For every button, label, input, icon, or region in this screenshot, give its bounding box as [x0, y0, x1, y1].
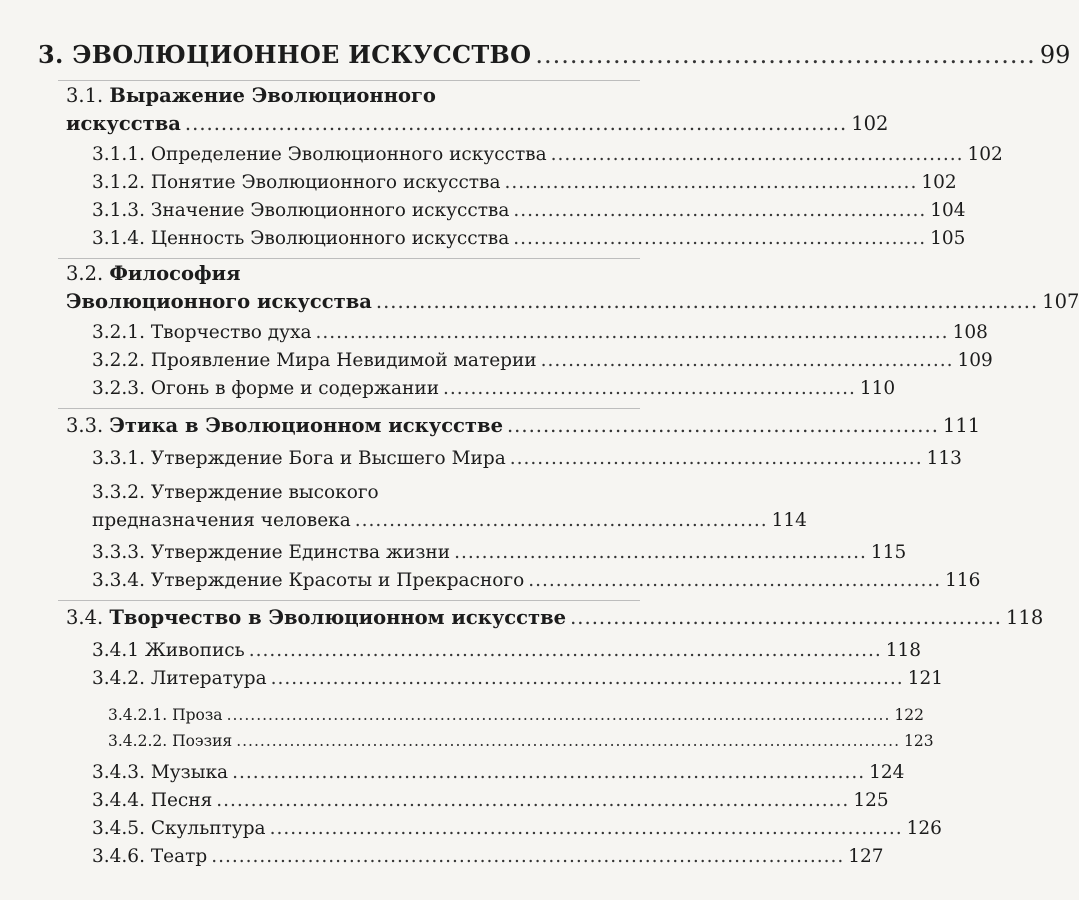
dot-leader: ............................................................	[504, 172, 918, 193]
toc-entry-3-4[interactable]	[66, 606, 1044, 629]
page-number: 125	[853, 790, 889, 811]
page-number: 109	[957, 350, 993, 371]
dot-leader: ............................................................................................	[211, 846, 845, 867]
entry-label: 3.1.3. Значение Эволюционного искусства	[92, 200, 510, 221]
toc-entry-3-3-4[interactable]	[92, 570, 981, 591]
entry-label: 3.2.3. Огонь в форме и содержании	[92, 378, 440, 399]
dot-leader: ............................................................	[509, 448, 923, 469]
dot-leader: ............................................................................................	[184, 112, 848, 135]
section-number: 3.3.	[66, 414, 104, 437]
toc-entry-3-3[interactable]	[66, 414, 981, 437]
page-number: 122	[894, 706, 924, 724]
toc-entry-3-4-2[interactable]	[92, 668, 943, 689]
page-number: 127	[848, 846, 884, 867]
dot-leader: ............................................................	[354, 510, 768, 531]
entry-label: 3.4.2.1. Проза	[108, 706, 223, 724]
dot-leader: ............................................................................................	[248, 640, 882, 661]
entry-label: 3.1.1. Определение Эволюционного искусства	[92, 144, 547, 165]
entry-label: 3.2.1. Творчество духа	[92, 322, 312, 343]
page-number: 107	[1042, 290, 1079, 313]
dot-leader: ............................................................	[540, 350, 954, 371]
toc-entry-3-2[interactable]	[66, 290, 1079, 313]
section-title: Выражение Эволюционного	[109, 84, 436, 107]
entry-label: 3.3.3. Утверждение Единства жизни	[92, 542, 451, 563]
page-number: 115	[870, 542, 907, 563]
page-number: 126	[906, 818, 942, 839]
toc-entry-3-4-4[interactable]	[92, 790, 889, 811]
dot-leader: ............................................................	[513, 200, 927, 221]
dot-leader: ............................................................................................	[269, 818, 903, 839]
entry-label: 3.2.2. Проявление Мира Невидимой материи	[92, 350, 537, 371]
divider	[58, 600, 640, 601]
toc-entry-3-1-4[interactable]	[92, 228, 966, 249]
page-number: 102	[967, 144, 1003, 165]
toc-entry-3-3-2[interactable]	[92, 510, 807, 531]
toc-entry-3-4-3[interactable]	[92, 762, 905, 783]
toc-entry-3-3-3[interactable]	[92, 542, 907, 563]
entry-label: 3.4.5. Скульптура	[92, 818, 266, 839]
entry-label: 3.4.2.2. Поэзия	[108, 732, 233, 750]
toc-entry-3-3-1[interactable]	[92, 448, 962, 469]
dot-leader: ............................................................	[528, 570, 942, 591]
divider	[58, 258, 640, 259]
toc-entry-3-4-6[interactable]	[92, 846, 884, 867]
section-title: Этика в Эволюционном искусстве	[109, 414, 503, 437]
section-title: Философия	[109, 262, 241, 285]
section-number: 3.1.	[66, 84, 104, 107]
page-number: 110	[859, 378, 896, 399]
toc-entry-3-2-3[interactable]	[92, 378, 896, 399]
section-number: 3.2.	[66, 262, 104, 285]
page-number: 102	[851, 112, 889, 135]
dot-leader: ............................................................	[570, 606, 1003, 629]
entry-label: 3.4.3. Музыка	[92, 762, 229, 783]
page-number: 105	[930, 228, 966, 249]
toc-entry-3-1[interactable]	[66, 112, 889, 135]
entry-label: 3.4.6. Театр	[92, 846, 208, 867]
toc-entry-3-4-5[interactable]	[92, 818, 942, 839]
dot-leader: ..........................................................	[535, 41, 1036, 69]
dot-leader: ............................................................	[454, 542, 867, 563]
toc-entry-3-4-2-2[interactable]	[108, 732, 934, 750]
toc-entry-3-2-line1[interactable]	[66, 262, 240, 285]
entry-label: 3.3.2. Утверждение высокого	[92, 482, 379, 503]
page-number: 111	[942, 414, 981, 437]
entry-label: 3.4.2. Литература	[92, 668, 267, 689]
section-title: Творчество в Эволюционном искусстве	[109, 606, 567, 629]
page-number: 116	[945, 570, 981, 591]
page-number: 123	[904, 732, 934, 750]
toc-entry-3-2-2[interactable]	[92, 350, 993, 371]
page-number: 108	[952, 322, 988, 343]
entry-label: 3.1.4. Ценность Эволюционного искусства	[92, 228, 510, 249]
chapter-number: 3.	[38, 40, 64, 69]
page-number: 99	[1039, 41, 1071, 69]
entry-label: 3.4.1 Живопись	[92, 640, 245, 661]
toc-entry-3-1-line1[interactable]	[66, 84, 436, 107]
page-number: 113	[926, 448, 962, 469]
toc-entry-3-1-3[interactable]	[92, 200, 966, 221]
dot-leader: ............................................................................................	[232, 762, 866, 783]
page-number: 114	[771, 510, 807, 531]
entry-label: 3.3.4. Утверждение Красоты и Прекрасного	[92, 570, 525, 591]
dot-leader: ............................................................................................	[315, 322, 949, 343]
entry-label: 3.1.2. Понятие Эволюционного искусства	[92, 172, 501, 193]
page-number: 102	[921, 172, 957, 193]
dot-leader: ............................................................................................	[375, 290, 1039, 313]
toc-entry-3-3-2-line1[interactable]	[92, 482, 379, 503]
chapter-title: ЭВОЛЮЦИОННОЕ ИСКУССТВО	[72, 40, 532, 69]
toc-entry-chapter-3[interactable]	[38, 40, 1071, 69]
divider	[58, 408, 640, 409]
toc-entry-3-4-1[interactable]	[92, 640, 922, 661]
section-title-cont: Эволюционного искусства	[66, 290, 372, 313]
dot-leader: ................................................................................................................	[226, 706, 891, 724]
dot-leader: ............................................................................................	[216, 790, 850, 811]
toc-entry-3-4-2-1[interactable]	[108, 706, 924, 724]
dot-leader: ............................................................	[513, 228, 927, 249]
toc-entry-3-2-1[interactable]	[92, 322, 988, 343]
dot-leader: ............................................................................................	[270, 668, 904, 689]
page-number: 121	[907, 668, 943, 689]
dot-leader: ............................................................	[506, 414, 939, 437]
page-number: 118	[1006, 606, 1044, 629]
dot-leader: ............................................................	[443, 378, 856, 399]
dot-leader: ............................................................	[550, 144, 964, 165]
toc-entry-3-1-2[interactable]	[92, 172, 957, 193]
entry-label: 3.4.4. Песня	[92, 790, 213, 811]
page-number: 124	[869, 762, 905, 783]
page-number: 118	[885, 640, 922, 661]
divider	[58, 80, 640, 81]
section-title-cont: искусства	[66, 112, 181, 135]
section-number: 3.4.	[66, 606, 104, 629]
entry-label-cont: предназначения человека	[92, 510, 351, 531]
toc-entry-3-1-1[interactable]	[92, 144, 1003, 165]
entry-label: 3.3.1. Утверждение Бога и Высшего Мира	[92, 448, 506, 469]
dot-leader: ................................................................................................................	[236, 732, 901, 750]
page-number: 104	[930, 200, 966, 221]
